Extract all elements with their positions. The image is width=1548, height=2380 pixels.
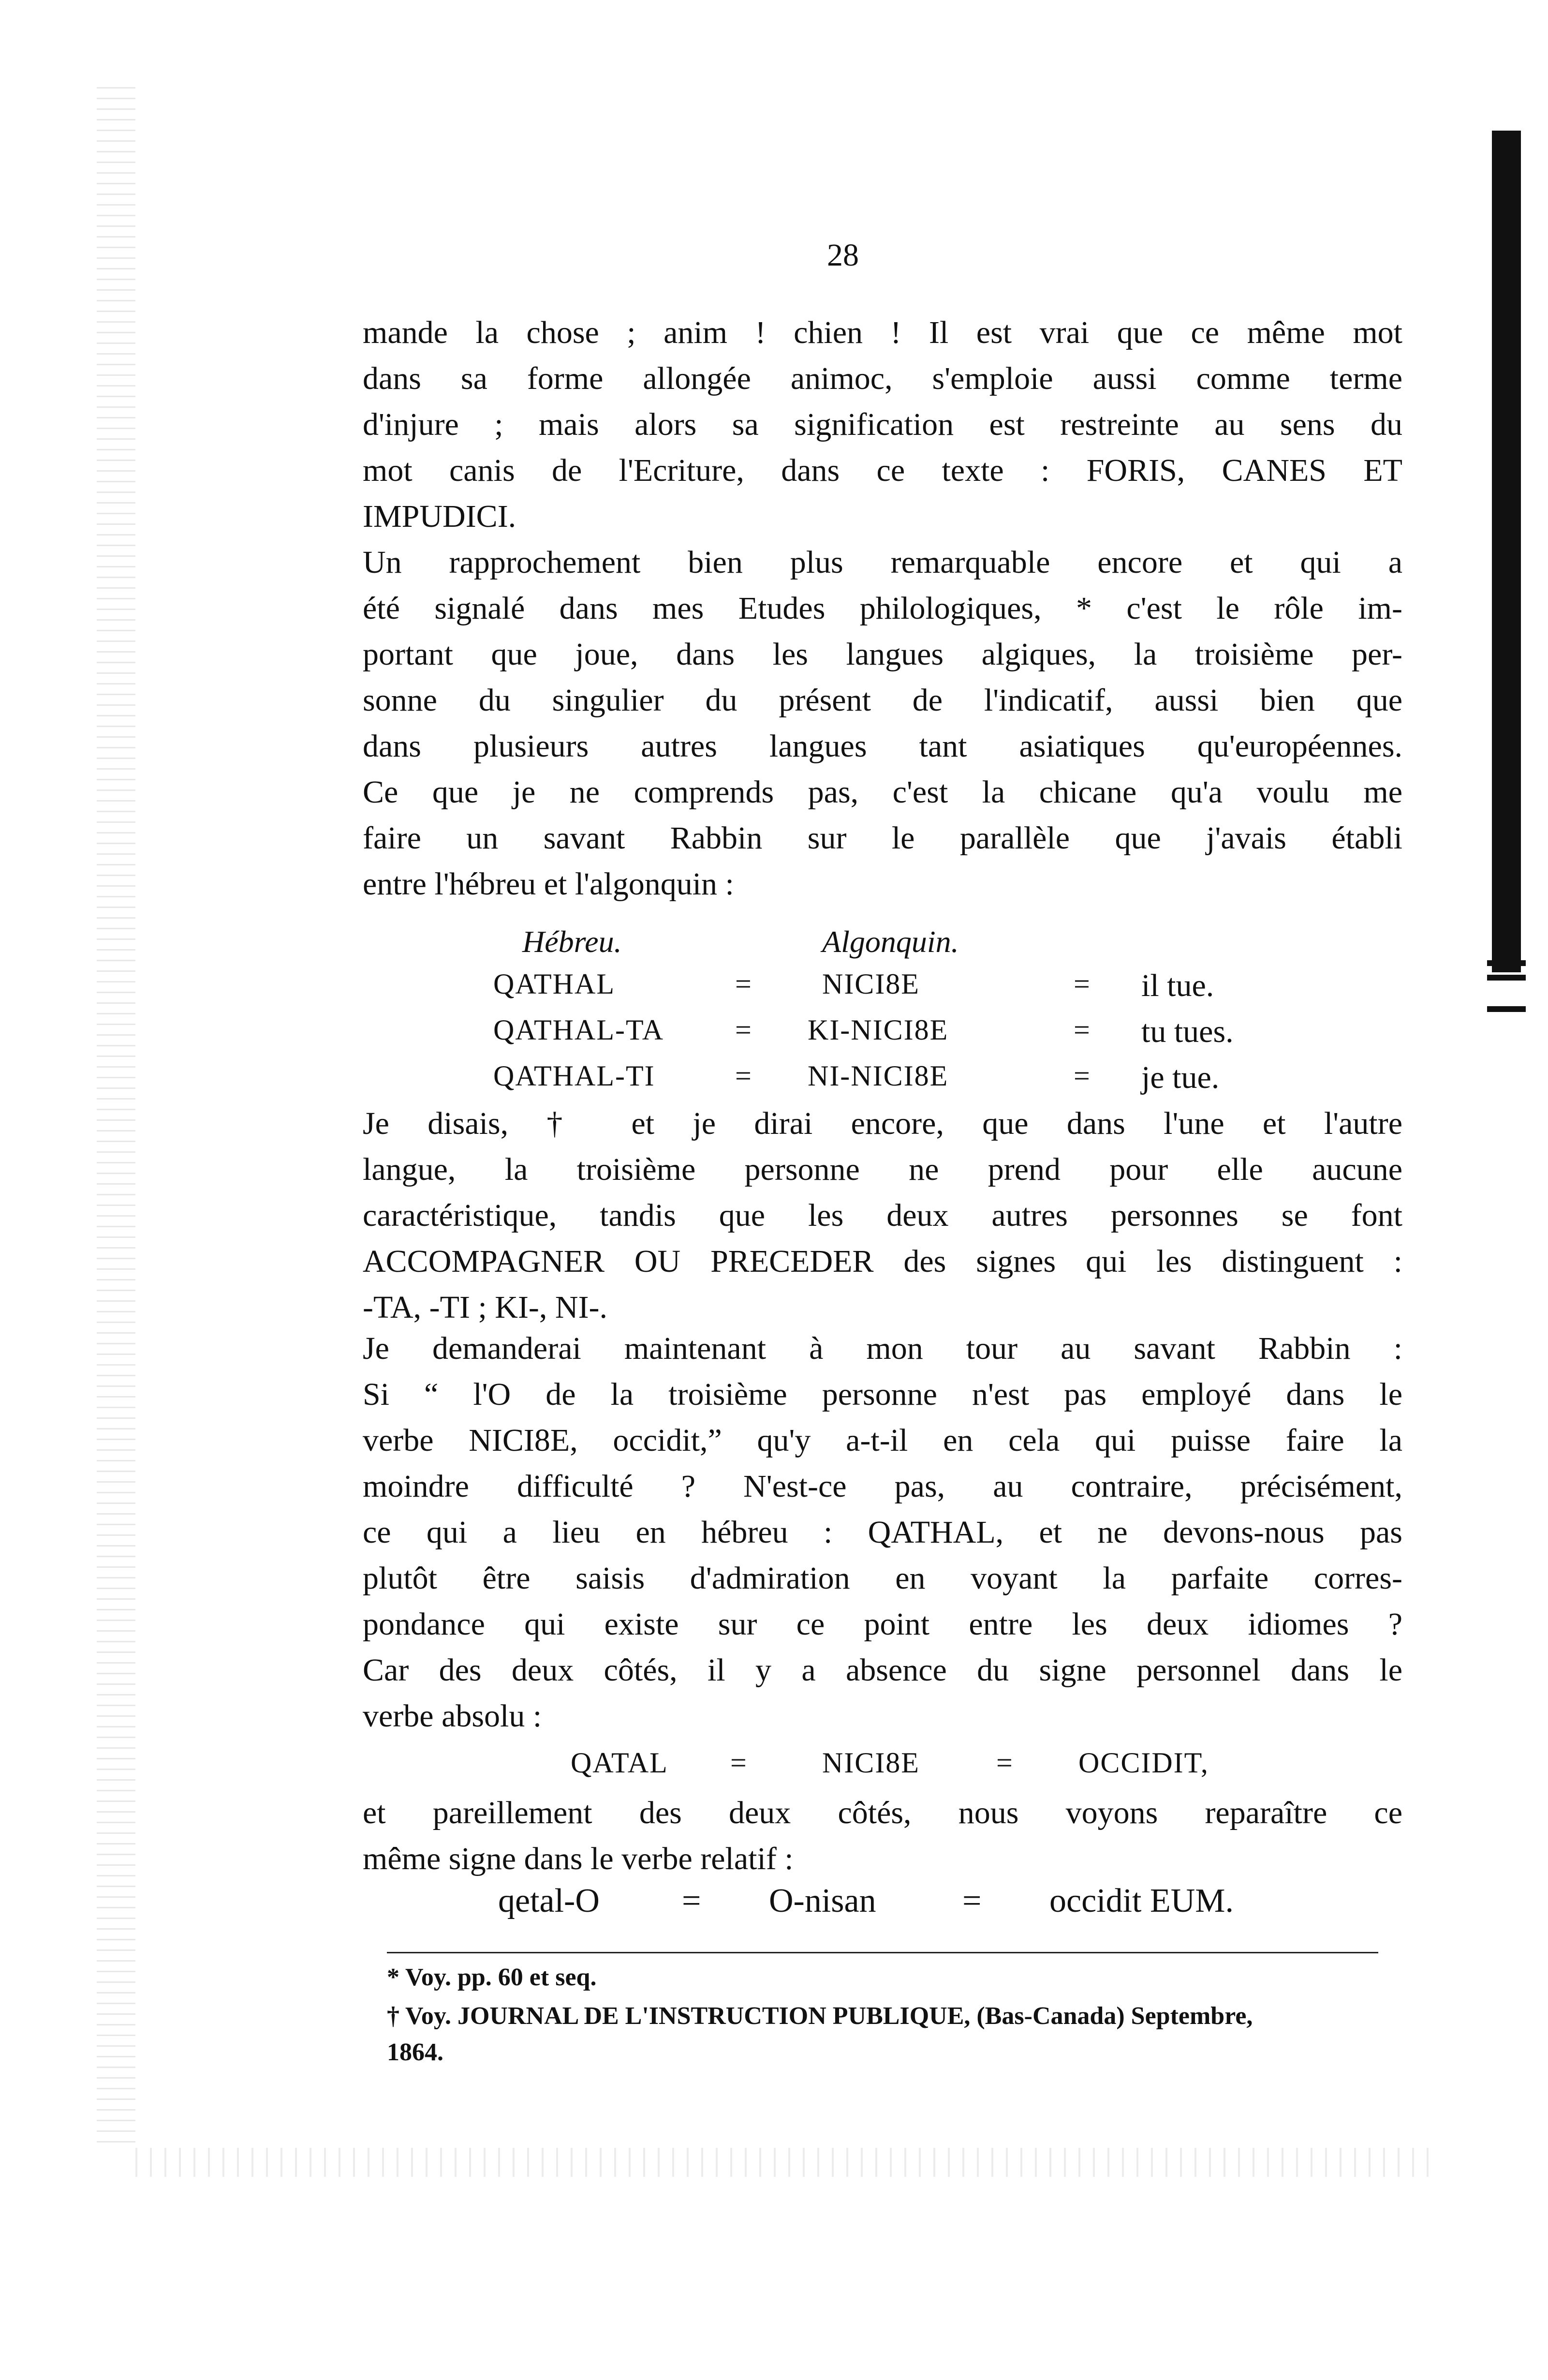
text-line: portant que joue, dans les langues algiques, la troisième per- <box>363 637 1402 672</box>
text-line: langue, la troisième personne ne prend pour elle aucune <box>363 1152 1402 1187</box>
equals-sign: = <box>730 1747 748 1779</box>
text-line: caractéristique, tandis que les deux autres personnes se font <box>363 1198 1402 1233</box>
text-line: moindre difficulté ? N'est-ce pas, au contraire, précisément, <box>363 1469 1402 1504</box>
equals-sign: = <box>1074 1060 1091 1092</box>
footnote-2: † Voy. JOURNAL DE L'INSTRUCTION PUBLIQUE, (Bas-Canada) Septembre, <box>387 2002 1253 2030</box>
scan-edge-bar <box>1492 131 1521 972</box>
paragraph-2 <box>363 539 1402 907</box>
scan-edge-tick <box>1487 975 1526 981</box>
footnote-2-year: 1864. <box>387 2038 443 2066</box>
text-line: mot canis de l'Ecriture, dans ce texte : FORIS, CANES ET <box>363 453 1402 488</box>
hebrew-form: QATHAL <box>493 968 615 1000</box>
latin-form: OCCIDIT, <box>1078 1747 1209 1779</box>
text-line: Si “ l'O de la troisième personne n'est pas employé dans le <box>363 1377 1402 1412</box>
french-gloss: tu tues. <box>1141 1014 1234 1049</box>
text-line: entre l'hébreu et l'algonquin : <box>363 866 734 902</box>
text-line: dans sa forme allongée animoc, s'emploie aussi comme terme <box>363 361 1402 396</box>
equals-sign: = <box>735 968 752 1000</box>
equals-sign: = <box>682 1882 701 1919</box>
equals-sign: = <box>962 1882 982 1919</box>
text-line: Un rapprochement bien plus remarquable encore et qui a <box>363 545 1402 580</box>
hebrew-form: QATAL <box>571 1747 668 1779</box>
equals-sign: = <box>1074 1014 1091 1046</box>
paragraph-1 <box>363 310 1402 539</box>
text-line: Je disais, † et je dirai encore, que dans l'une et l'autre <box>363 1106 1402 1141</box>
paragraph-5 <box>363 1790 1402 1882</box>
latin-form: occidit EUM. <box>1049 1882 1234 1919</box>
text-line: pondance qui existe sur ce point entre les deux idiomes ? <box>363 1606 1402 1642</box>
text-line: plutôt être saisis d'admiration en voyant la parfaite corres- <box>363 1561 1402 1596</box>
french-gloss: je tue. <box>1141 1060 1220 1095</box>
header-hebrew: Hébreu. <box>522 924 622 959</box>
footnote-1: * Voy. pp. 60 et seq. <box>387 1964 597 1991</box>
algonquin-form: KI-NICI8E <box>808 1014 949 1046</box>
hebrew-form: QATHAL-TI <box>493 1060 655 1092</box>
text-line: mande la chose ; anim ! chien ! Il est vrai que ce même mot <box>363 315 1402 350</box>
text-line: été signalé dans mes Etudes philologiques, * c'est le rôle im- <box>363 591 1402 626</box>
scan-edge-tick <box>1487 960 1526 966</box>
text-line: IMPUDICI. <box>363 499 516 534</box>
text-line: et pareillement des deux côtés, nous voyons reparaître ce <box>363 1795 1402 1830</box>
scan-edge-tick <box>1487 1006 1526 1012</box>
scan-bottom-noise <box>135 2148 1441 2177</box>
paragraph-4 <box>363 1325 1402 1739</box>
french-gloss: il tue. <box>1141 968 1214 1003</box>
text-line: -TA, -TI ; KI-, NI-. <box>363 1290 608 1325</box>
equals-sign: = <box>735 1060 752 1092</box>
algonquin-form: NI-NICI8E <box>808 1060 949 1092</box>
paragraph-3 <box>363 1101 1402 1330</box>
text-line: ACCOMPAGNER OU PRECEDER des signes qui les distinguent : <box>363 1244 1402 1279</box>
header-algonquin: Algonquin. <box>822 924 959 959</box>
text-line: Je demanderai maintenant à mon tour au savant Rabbin : <box>363 1331 1402 1366</box>
text-line: Car des deux côtés, il y a absence du signe personnel dans le <box>363 1652 1402 1688</box>
hebrew-form: qetal-O <box>498 1882 600 1919</box>
footnote-divider <box>387 1952 1378 1953</box>
text-line: d'injure ; mais alors sa signification est restreinte au sens du <box>363 407 1402 442</box>
text-line: sonne du singulier du présent de l'indicatif, aussi bien que <box>363 683 1402 718</box>
text-line: ce qui a lieu en hébreu : QATHAL, et ne devons-nous pas <box>363 1515 1402 1550</box>
text-line: faire un savant Rabbin sur le parallèle que j'avais établi <box>363 820 1402 856</box>
hebrew-form: QATHAL-TA <box>493 1014 664 1046</box>
equals-sign: = <box>996 1747 1014 1779</box>
algonquin-form: NICI8E <box>822 1747 920 1779</box>
text-line: dans plusieurs autres langues tant asiatiques qu'européennes. <box>363 729 1402 764</box>
text-line: verbe NICI8E, occidit,” qu'y a-t-il en cela qui puisse faire la <box>363 1423 1402 1458</box>
equals-sign: = <box>1074 968 1091 1000</box>
text-line: Ce que je ne comprends pas, c'est la chicane qu'a voulu me <box>363 774 1402 810</box>
text-line: même signe dans le verbe relatif : <box>363 1841 794 1876</box>
page-number: 28 <box>827 238 859 273</box>
text-line: verbe absolu : <box>363 1698 542 1734</box>
algonquin-form: NICI8E <box>822 968 920 1000</box>
equals-sign: = <box>735 1014 752 1046</box>
scan-edge-noise <box>97 87 135 2143</box>
algonquin-form: O-nisan <box>769 1882 876 1919</box>
